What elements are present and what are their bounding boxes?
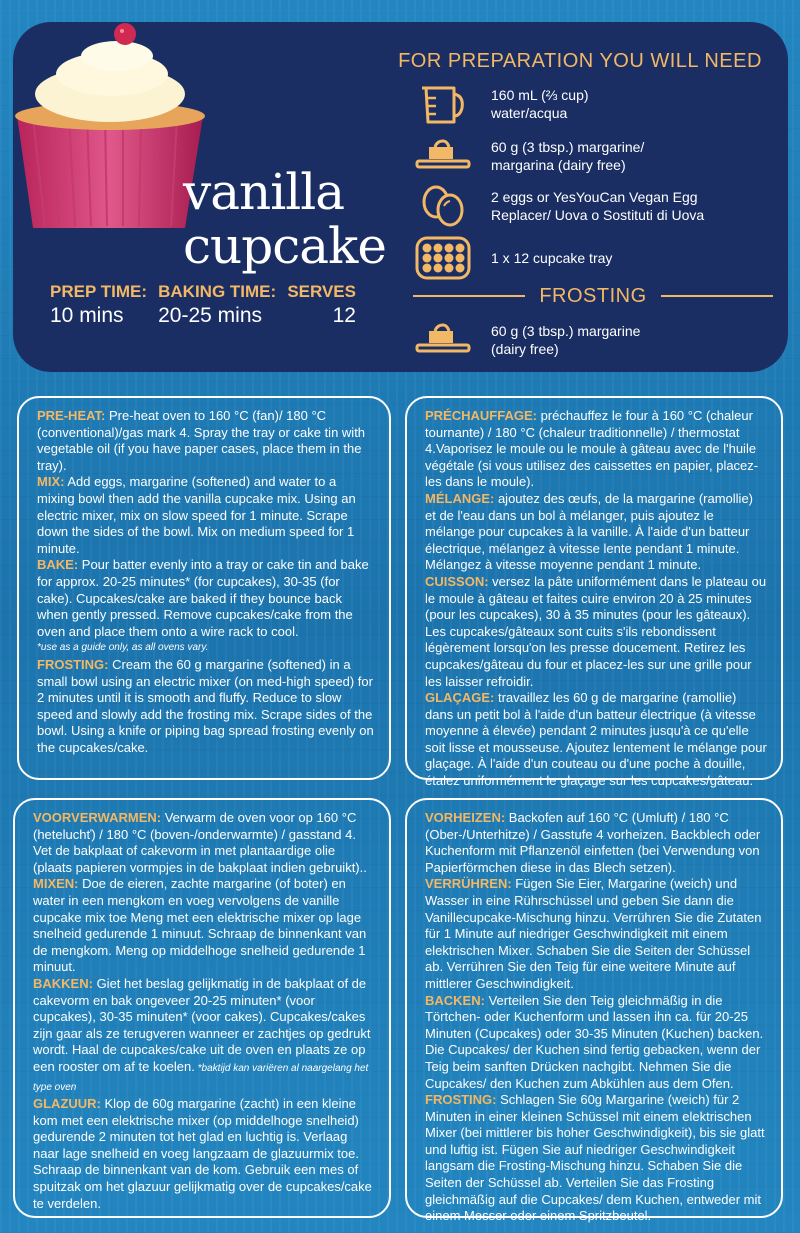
ingredient-line: Replacer/ Uova o Sostituti di Uova [491,207,705,223]
step-label: GLAÇAGE: [425,690,495,706]
frosting-heading [413,284,773,308]
step-text: Backofen auf 160 °C (Umluft) / 180 °C (Ober-/Unterhitze) / Gasstufe 4 vorheizen. Backblech oder Kuchenform mit Pflanzenöl einfetten (bei Verwendung von Papierförmchen diese in das Blech setzen). [425,810,761,875]
instructions-german [405,798,783,1224]
preparation-heading: FOR PREPARATION YOU WILL NEED [398,50,762,72]
step-label: FROSTING: [37,656,109,672]
step-text: préchauffez le four à 160 °C (chaleur tournante) / 180 °C (chaleur traditionnelle) / thermostat 4.Vaporisez le moule ou le moule à gâteau avec de l'huile végétale (si vous utilisez des caissettes en papier, placez-les dans le moule). [425,408,759,490]
step-label: VORHEIZEN: [425,810,506,825]
ingredient-tray [413,236,612,280]
ingredient-margarine [413,134,644,178]
ingredient-frosting-margarine [413,318,640,362]
divider [661,295,773,297]
divider [413,295,525,297]
step-label: FROSTING: [425,1092,497,1108]
step-label: BACKEN: [425,992,485,1008]
ingredient-line: 2 eggs or YesYouCan Vegan Egg [491,189,698,205]
butter-dish-icon [413,318,473,362]
title-line-1: vanilla [183,163,345,221]
step-text: Pour batter evenly into a tray or cake tin and bake for approx. 20-25 minutes* (for cupcakes), 30-35 (for cake). Cupcakes/cake are baked if they bounce back when gently pressed. Remove cupcakes/cake from the oven and place them onto a wire rack to cool. [37,557,369,639]
instruction-paragraph [33,876,375,976]
ingredient-line: 1 x 12 cupcake tray [491,250,613,266]
ingredient-line: 60 g (3 tbsp.) margarine/ [491,139,645,155]
eggs-icon [413,184,473,228]
step-text: ajoutez des œufs, de la margarine (ramollie) et de l'eau dans un bol à mélanger, puis ajoutez le mélange pour cupcakes à la vanille. À l'aide d'un batteur électrique, mélangez à vitesse lente pendant 1 minute. Mélangez à vitesse moyenne pendant 1 minute. [425,490,754,573]
step-label: VOORVERWARMEN: [33,810,162,825]
instructions-dutch [13,798,391,1218]
timing-row [50,282,356,328]
ingredient-line: 160 mL (⅔ cup) [491,87,589,103]
step-label: GLAZUUR: [33,1096,101,1112]
instructions-english [17,396,391,780]
instruction-paragraph [33,976,375,1096]
step-label: BAKE: [37,557,79,573]
oven-note: *baktijd kan variëren al naargelang het type oven [33,1062,369,1093]
step-text: Doe de eieren, zachte margarine (of boter) en water in een mengkom en voeg vervolgens de vanille cupcake mix toe Meng met een elektrische mixer op lage snelheid gedurende 1 minuut. Schraap de binnenkant van de mengkom. Meng op middelhoge snelheid gedurende 1 minuut. [33,876,367,975]
step-text: Cream the 60 g margarine (softened) in a small bowl using an electric mixer (on med-high speed) for 2 minutes until it is smooth and fluffy. Reduce to slow speed and slowly add the frosting mix. Scrape sides of the bowl. Using a knife or piping bag spread frosting evenly on the cupcakes/cake. [37,656,374,755]
cupcake-tray-icon [413,236,473,280]
baking-time-value: 20-25 mins [158,304,263,327]
instruction-paragraph [33,810,375,876]
measuring-jug-icon [413,82,473,126]
step-text: Fügen Sie Eier, Margarine (weich) und Wasser in eine Rührschüssel und geben Sie dann die Vanillecupcake-Mischung hinzu. Verrühren Sie die Zutaten für 1 Minute auf niedriger Geschwindigkeit mit einem elektrischen Mixer. Schaben Sie die Seiten der Schüssel ab. Verrühren Sie den Teig für eine weitere Minute auf mittlerer Geschwindigkeit. [425,876,762,991]
serves [287,282,356,328]
step-text: Giet het beslag gelijkmatig in de bakplaat of de cakevorm en bak ongeveer 20-25 minuten* (voor cupcakes), 30-35 minuten* (voor cakes). Cupcakes/cakes zijn gaar als ze terugveren wanneer er zachtjes op gedrukt wordt. Haal de cupcakes/cake uit de oven en plaats ze op een rooster om af te koelen. [33,975,371,1074]
instruction-paragraph [425,876,767,992]
baking-time-label: BAKING TIME: [158,282,277,301]
instruction-paragraph [37,657,375,757]
butter-dish-icon [413,134,473,178]
serves-value: 12 [332,304,356,327]
instruction-paragraph [425,1092,767,1225]
instruction-paragraph [425,993,767,1093]
step-text: travaillez les 60 g de margarine (ramollie) dans un petit bol à l'aide d'un batteur électrique (à vitesse moyenne à élevée) pendant 2 minutes jusqu'à ce qu'elle soit lisse et mousseuse. Ajoutez lentement le mélange pour glaçage. À l'aide d'un couteau ou d'une poche à douille, étalez uniformément le glaçage sur les cupcakes/gâteau. [425,690,767,789]
instruction-paragraph [37,557,375,640]
step-text: Schlagen Sie 60g Margarine (weich) für 2 Minuten in einer kleinen Schüssel mit einem elektrischen Mixer (bei mittlerer bis hoher Geschwindigkeit), bis sie glatt und luftig ist. Fügen Sie auf niedriger Geschwindigkeit langsam die Frosting-Mischung hinzu. Schaben Sie die Seiten der Schüssel ab. Verteilen Sie das Frosting gleichmäßig auf die Cupcakes/ dem Kuchen, entweder mit einem Messer oder einem Spritzbeutel. [425,1092,765,1224]
step-label: PRÉCHAUFFAGE: [425,408,537,423]
instruction-paragraph [37,474,375,557]
step-label: MÉLANGE: [425,490,495,506]
instruction-paragraph [425,491,767,574]
step-text: Add eggs, margarine (softened) and water to a mixing bowl then add the vanilla cupcake mix. Using an electric mixer, mix on slow speed for 1 minute. Scrape down the sides of the bowl. Mix on medium speed for 1 minute. [37,474,356,556]
step-label: VERRÜHREN: [425,876,512,892]
step-label: MIXEN: [33,876,79,892]
ingredient-line: (dairy free) [491,341,559,357]
step-text: versez la pâte uniformément dans le plateau ou le moule à gâteau et faites cuire environ 20 à 25 minutes (pour les cupcakes), 30 à 35 minutes (pour les gâteaux). Les cupcakes/gâteaux sont cuits s'ils rebondissent légèrement lorsqu'on les presse doucement. Retirez les cupcakes/gâteau du four et placez-les sur une grille pour les laisser refroidir. [425,573,767,689]
instruction-paragraph [425,574,767,690]
title-line-2: cupcake [183,217,386,275]
frosting-title: FROSTING [539,284,647,307]
ingredient-line: water/acqua [491,105,568,121]
prep-time-label: PREP TIME: [50,282,147,301]
step-text: Verteilen Sie den Teig gleichmäßig in die Törtchen- oder Kuchenform und lassen ihn ca. für 20-25 Minuten (Cupcakes) oder 30-35 Minuten (Kuchen) backen. Die Cupcakes/ der Kuchen sind fertig gebacken, wenn der Teig beim sanften Drücken nachgibt. Nehmen Sie die Cupcakes/ den Kuchen zum Abkühlen aus dem Ofen. [425,992,764,1091]
ingredient-eggs [413,184,704,228]
instruction-paragraph [425,690,767,790]
instruction-paragraph [33,1096,375,1212]
ingredient-line: margarina (dairy free) [491,157,626,173]
step-text: Verwarm de oven voor op 160 °C (heteluchť) / 180 °C (boven-/onderwarmte) / gasstand 4. Vet de bakplaat of cakevorm in met plantaardige olie (plaats papieren vormpjes in de bakplaat indien gebruikt).. [33,810,367,875]
instructions-french [405,396,783,789]
prep-time-value: 10 mins [50,304,124,327]
step-label: MIX: [37,474,65,490]
step-text: Klop de 60g margarine (zacht) in een kleine kom met een elektrische mixer (op middelhoge snelheid) gedurende 2 minuten tot het glad en luchtig is. Verlaag naar lage snelheid en voeg langzaam de glazuurmix toe. Schraap de binnenkant van de kom. Gebruik een mes of spuitzak om het glazuur gelijkmatig over de cupcakes/cake te verdelen. [33,1096,372,1211]
ingredient-line: 60 g (3 tbsp.) margarine [491,323,641,339]
instruction-paragraph [425,810,767,876]
step-label: PRE-HEAT: [37,408,106,423]
header-panel [13,22,788,372]
step-label: CUISSON: [425,573,489,589]
ingredient-water [413,82,589,126]
recipe-title [183,165,386,273]
instruction-paragraph [37,408,375,474]
step-text: Pre-heat oven to 160 °C (fan)/ 180 °C (conventional)/gas mark 4. Spray the tray or cake tin with vegetable oil (if you have paper cases, place them in the tray). [37,408,366,473]
step-label: BAKKEN: [33,975,93,991]
serves-label: SERVES [287,282,356,301]
baking-time [158,282,276,328]
oven-note: *use as a guide only, as all ovens vary. [37,642,209,654]
prep-time [50,282,147,328]
instruction-paragraph [425,408,767,491]
